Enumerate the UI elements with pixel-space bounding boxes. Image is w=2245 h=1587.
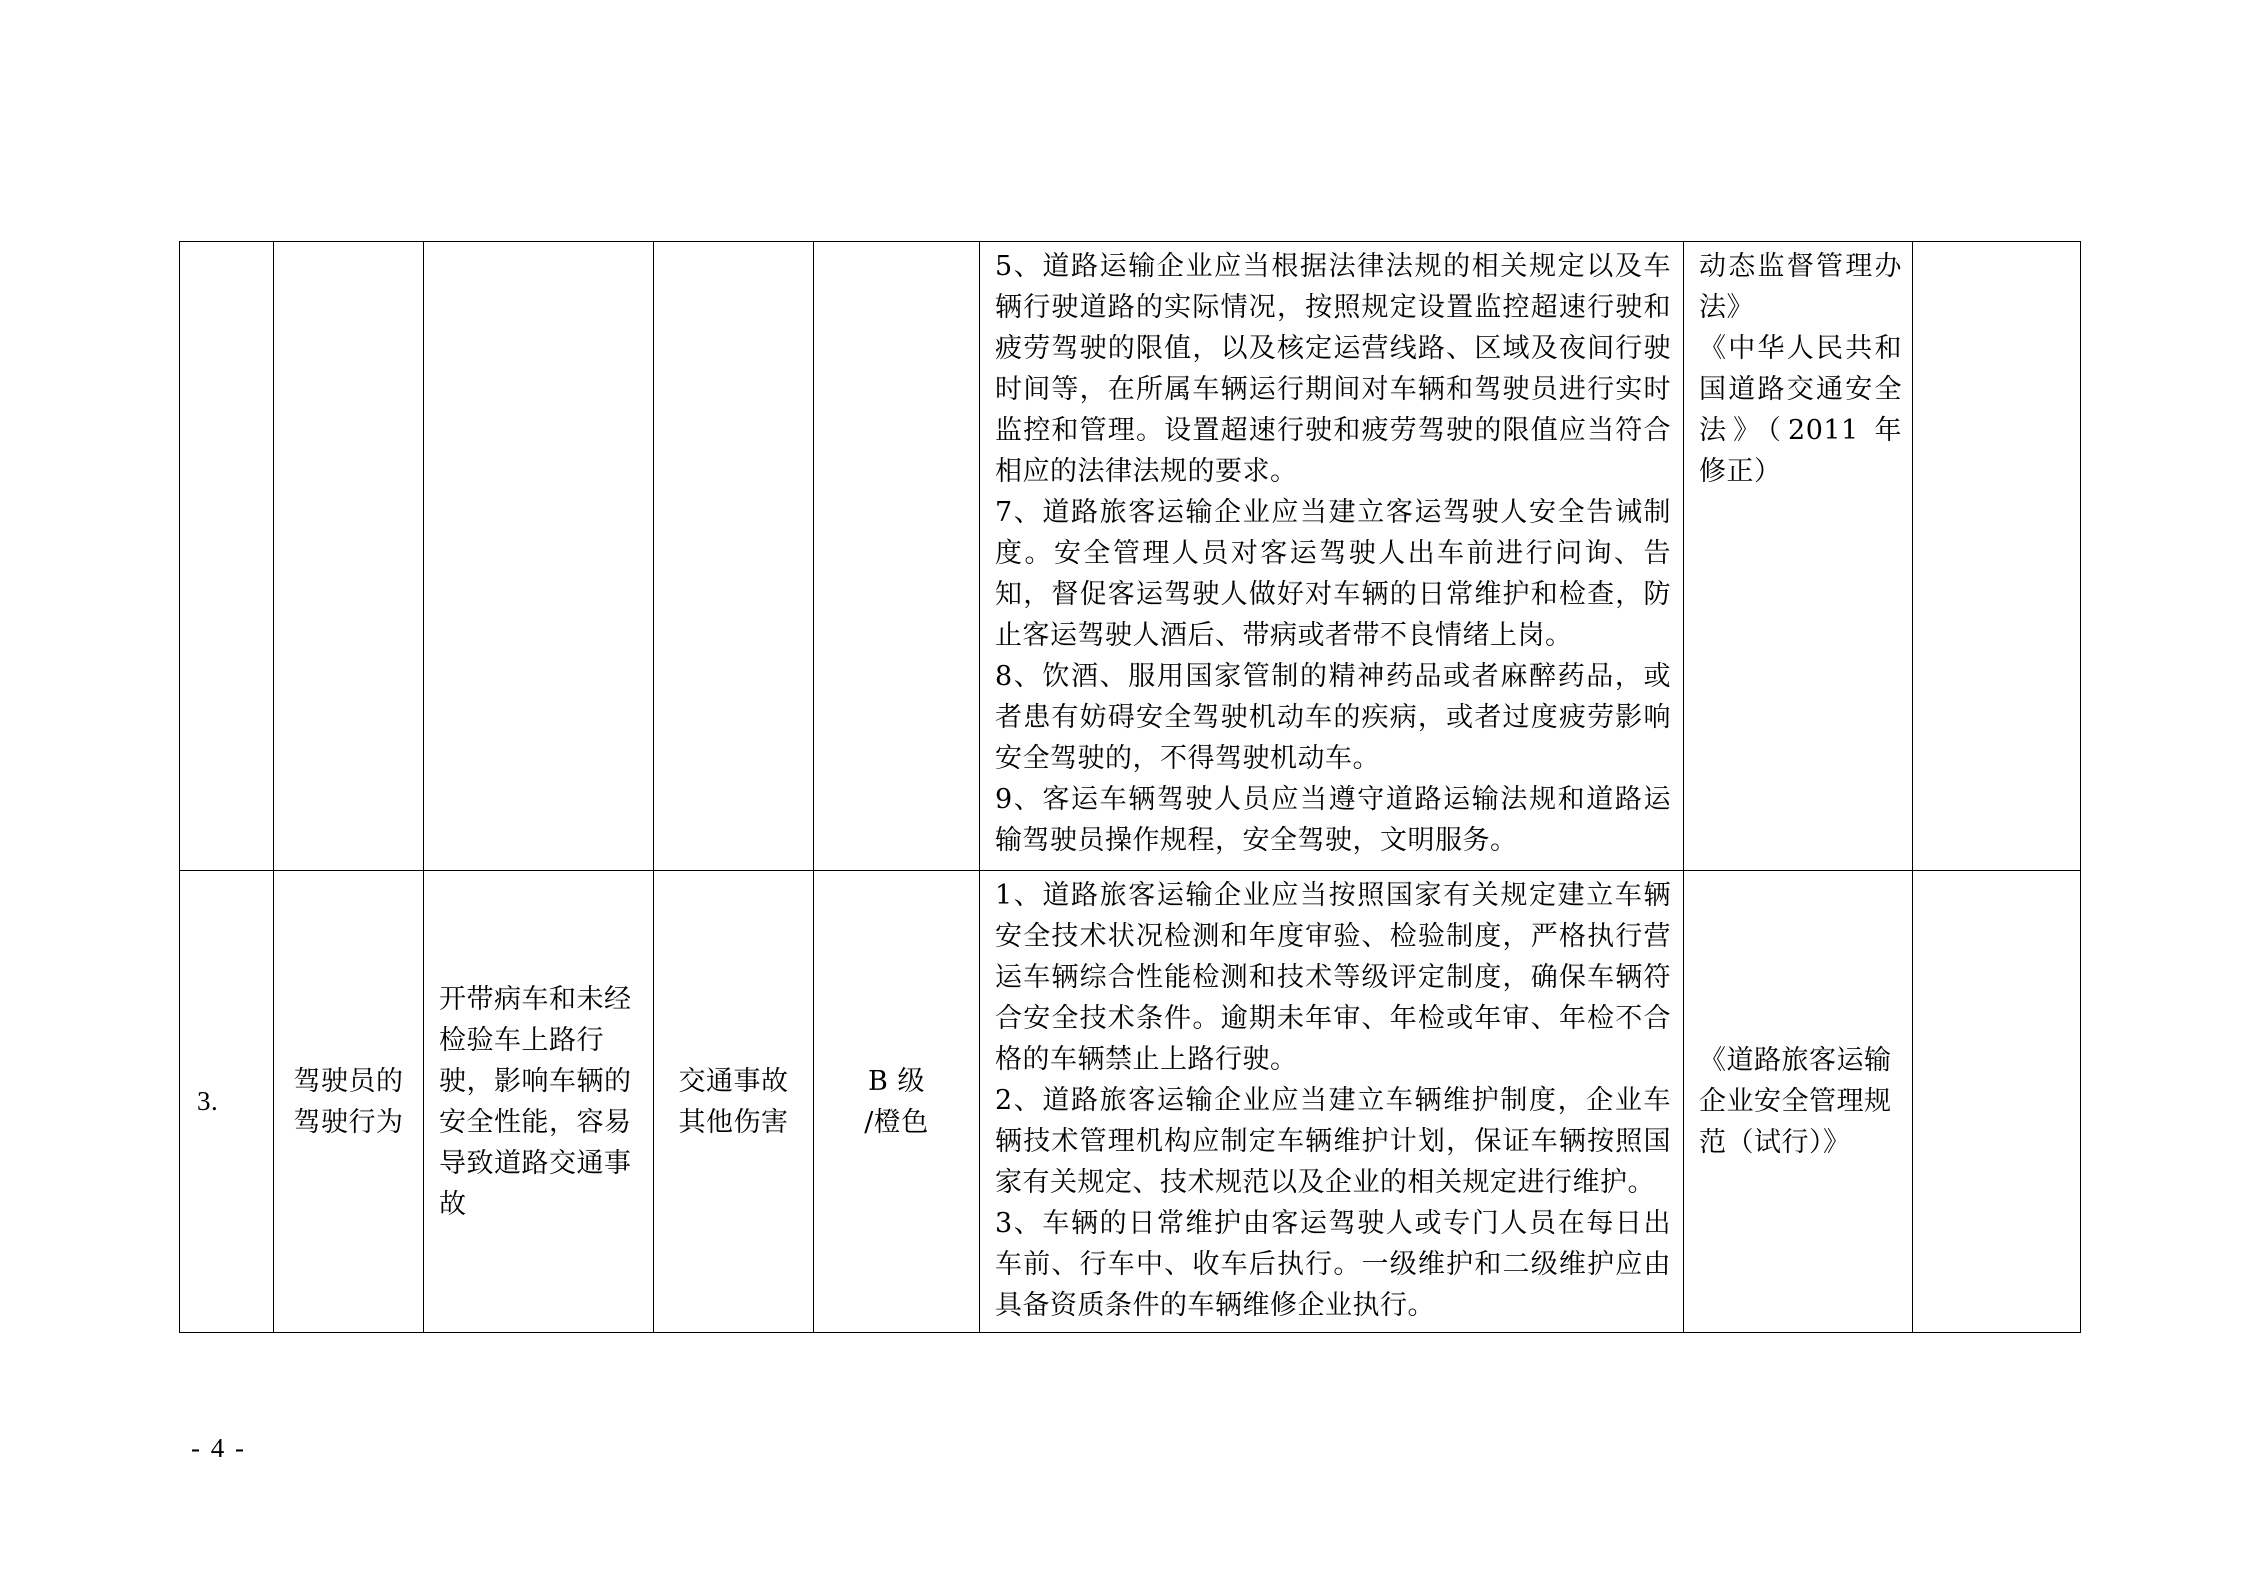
cell-measures	[980, 871, 1684, 1333]
cell-basis	[1684, 242, 1913, 871]
hazard-table	[179, 241, 2081, 1333]
basis-text: 动态监督管理办法》 《中华人民共和国道路交通安全法》（2011 年修正）	[1699, 251, 1902, 487]
table-row-3	[180, 871, 2081, 1333]
cell-accident-type	[654, 871, 814, 1333]
measure-paragraph: 3、车辆的日常维护由客运驾驶人或专门人员在每日出车前、行车中、收车后执行。一级维护和二级维护应由具备资质条件的车辆维修企业执行。	[995, 1208, 1671, 1321]
measure-paragraph: 9、客运车辆驾驶人员应当遵守道路运输法规和道路运输驾驶员操作规程，安全驾驶，文明服务。	[995, 784, 1671, 856]
measure-paragraph: 8、饮酒、服用国家管制的精神药品或者麻醉药品，或者患有妨碍安全驾驶机动车的疾病，或者过度疲劳影响安全驾驶的，不得驾驶机动车。	[995, 661, 1671, 774]
measure-paragraph: 7、道路旅客运输企业应当建立客运驾驶人安全告诫制度。安全管理人员对客运驾驶人出车前进行问询、告知，督促客运驾驶人做好对车辆的日常维护和检查，防止客运驾驶人酒后、带病或者带不良情绪上岗。	[995, 497, 1671, 651]
risk-level-text: B 级 /橙色	[864, 1065, 929, 1138]
cell-remark	[1913, 242, 2081, 871]
cell-remark	[1913, 871, 2081, 1333]
cell-hazard	[424, 242, 654, 871]
hazard-text: 开带病车和未经检验车上路行驶，影响车辆的安全性能，容易导致道路交通事故	[439, 983, 632, 1220]
cell-level	[814, 242, 980, 871]
cell-basis	[1684, 871, 1913, 1333]
cell-no	[180, 242, 274, 871]
page-number: - 4 -	[191, 1433, 246, 1463]
row-number: 3.	[197, 1086, 219, 1116]
table-row-continuation	[180, 242, 2081, 871]
item-text: 驾驶员的驾驶行为	[293, 1065, 404, 1138]
measure-paragraph: 1、道路旅客运输企业应当按照国家有关规定建立车辆安全技术状况检测和年度审验、检验制度，严格执行营运车辆综合性能检测和技术等级评定制度，确保车辆符合安全技术条件。逾期未年审、年检或年审、年检不合格的车辆禁止上路行驶。	[995, 880, 1671, 1075]
cell-level	[814, 871, 980, 1333]
cell-hazard	[424, 871, 654, 1333]
cell-item	[274, 242, 424, 871]
cell-item	[274, 871, 424, 1333]
measure-paragraph: 2、道路旅客运输企业应当建立车辆维护制度，企业车辆技术管理机构应制定车辆维护计划，保证车辆按照国家有关规定、技术规范以及企业的相关规定进行维护。	[995, 1085, 1671, 1198]
cell-measures	[980, 242, 1684, 871]
cell-no	[180, 871, 274, 1333]
basis-text: 《道路旅客运输企业安全管理规范（试行）》	[1699, 1045, 1892, 1158]
cell-accident-type	[654, 242, 814, 871]
measure-paragraph: 5、道路运输企业应当根据法律法规的相关规定以及车辆行驶道路的实际情况，按照规定设置监控超速行驶和疲劳驾驶的限值，以及核定运营线路、区域及夜间行驶时间等，在所属车辆运行期间对车辆和驾驶员进行实时监控和管理。设置超速行驶和疲劳驾驶的限值应当符合相应的法律法规的要求。	[995, 251, 1671, 487]
accident-type-text: 交通事故 其他伤害	[678, 1065, 789, 1138]
